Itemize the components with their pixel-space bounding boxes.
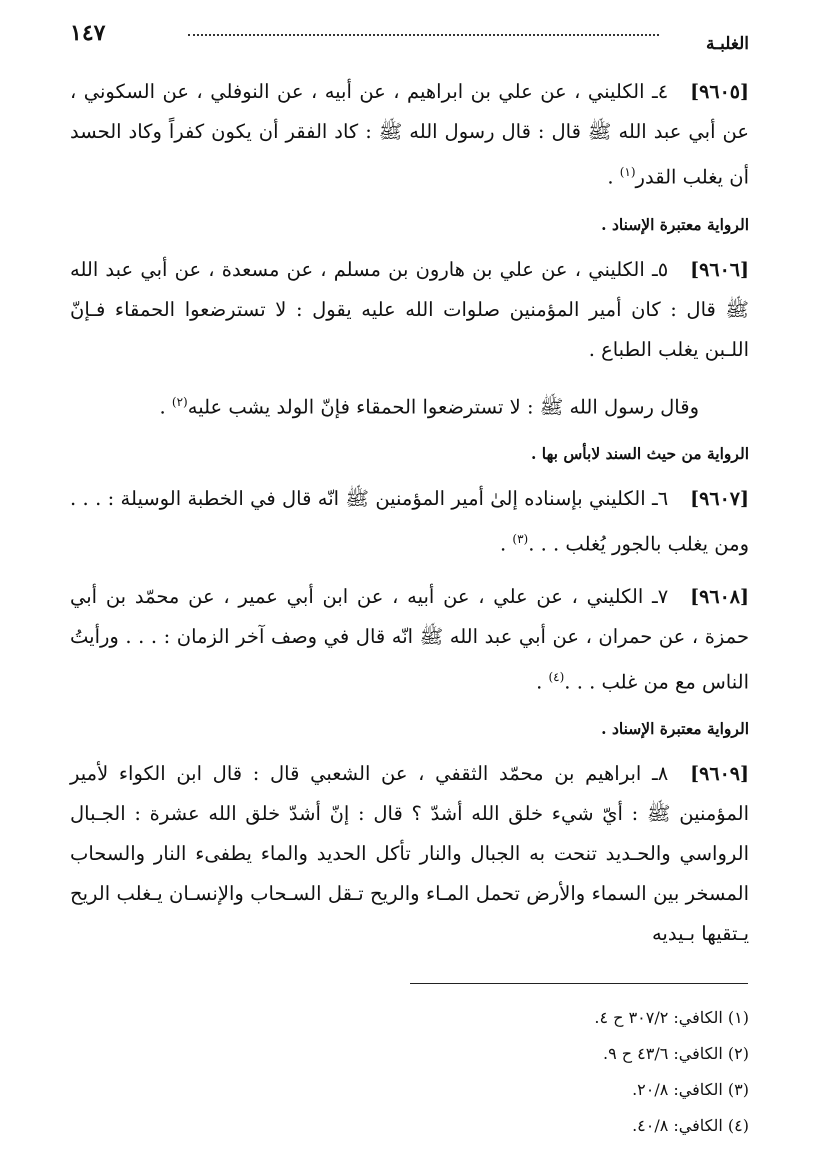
entry-number: [٩٦٠٧] bbox=[690, 488, 749, 510]
entry-text: ٤ـ الكليني ، عن علي بن ابراهيم ، عن أبيه ، عن النوفلي ، عن السكوني ، عن أبي عبد الله ﷺ قال : قال رسول الله ﷺ : كاد الفقر أن يكون كفراً وكاد الحسد أن يغلب القدر bbox=[70, 80, 749, 189]
hadith-entry bbox=[70, 754, 749, 954]
footnote-marker[interactable]: (١) bbox=[619, 165, 636, 179]
footnote-marker[interactable]: (٢) bbox=[171, 394, 188, 409]
page-header bbox=[70, 18, 749, 58]
footnote-item: (٢) الكافي: ٤٣/٦ ح ٩. bbox=[602, 1044, 749, 1063]
quote-text: وقال رسول الله ﷺ : لا تسترضعوا الحمقاء فإنّ الولد يشب عليه bbox=[187, 395, 699, 418]
entry-text: ٥ـ الكليني ، عن علي بن هارون بن مسلم ، عن مسعدة ، عن أبي عبد الله ﷺ قال : كان أمير المؤمنين صلوات الله عليه يقول : لا تسترضعوا الحمقاء فـإنّ اللـبن يغلب الطباع . bbox=[70, 257, 749, 361]
hadith-quote bbox=[70, 382, 749, 428]
entry-tail: . bbox=[607, 165, 620, 189]
page-number: ١٤٧ bbox=[70, 20, 106, 46]
entry-tail: . bbox=[536, 670, 549, 693]
header-dot-leader bbox=[188, 34, 659, 36]
footnote-marker[interactable]: (٣) bbox=[512, 532, 529, 546]
main-text bbox=[70, 72, 749, 966]
chain-grading-note: الرواية من حيث السند لابأس بها . bbox=[531, 444, 749, 463]
footnote-marker[interactable]: (٤) bbox=[548, 669, 565, 684]
hadith-entry bbox=[70, 577, 749, 703]
chain-grading-note: الرواية معتبرة الإسناد . bbox=[601, 719, 749, 738]
entry-number: [٩٦٠٩] bbox=[690, 763, 749, 785]
entry-number: [٩٦٠٥] bbox=[690, 81, 749, 103]
footnote-divider bbox=[410, 983, 748, 984]
footnote-item: (١) الكافي: ٣٠٧/٢ ح ٤. bbox=[594, 1008, 749, 1027]
entry-text: ٧ـ الكليني ، عن علي ، عن أبيه ، عن ابن أبي عمير ، عن محمّد بن أبي حمزة ، عن حمران ، عن أبي عبد الله ﷺ انّه قال في وصف آخر الزمان : . . . ورأيتُ الناس مع من غلب . . . bbox=[70, 584, 749, 693]
footnote-item: (٣) الكافي: ٢٠/٨. bbox=[632, 1080, 749, 1099]
entry-text: ٦ـ الكليني بإسناده إلىٰ أمير المؤمنين ﷺ انّه قال في الخطبة الوسيلة : . . . ومن يغلب بالجور يُغلب . . . bbox=[70, 487, 749, 556]
entry-tail: . bbox=[500, 532, 513, 556]
footnote-item: (٤) الكافي: ٤٠/٨. bbox=[632, 1116, 749, 1135]
hadith-entry bbox=[70, 72, 749, 198]
entry-number: [٩٦٠٨] bbox=[690, 585, 749, 608]
footnotes bbox=[349, 1000, 749, 1144]
entry-number: [٩٦٠٦] bbox=[690, 258, 749, 281]
entry-tail: . bbox=[159, 395, 172, 418]
hadith-entry bbox=[70, 479, 749, 565]
chain-grading-note: الرواية معتبرة الإسناد . bbox=[601, 214, 749, 234]
running-title: الغلبـة bbox=[706, 34, 749, 54]
entry-text: ٨ـ ابراهيم بن محمّد الثقفي ، عن الشعبي قال : قال ابن الكواء لأمير المؤمنين ﷺ : أيّ شيء خلق الله أشدّ ؟ قال : إنّ أشدّ خلق الله عشرة : الجـبال الرواسي والحـديد تنحت به الجبال والنار تأكل الحديد والماء يطفىء النار والسحاب المسخر بين السماء والأرض تحمل المـاء والريح تـقل السـحاب والإنسـان يـغلب الريح يـتقيها بـيديه bbox=[70, 762, 749, 945]
hadith-entry bbox=[70, 250, 749, 370]
